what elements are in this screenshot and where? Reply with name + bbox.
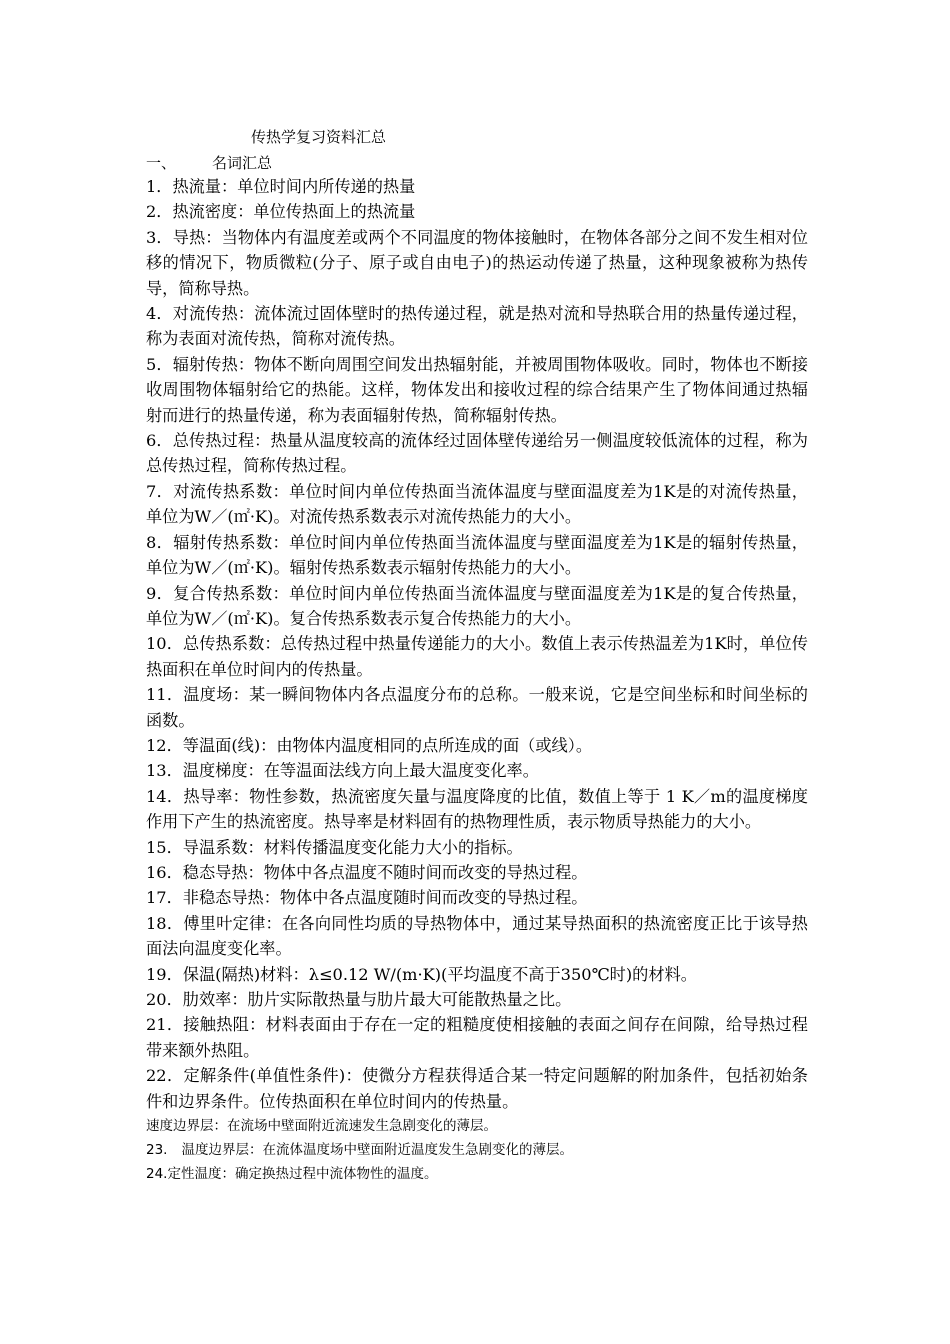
list-item: 4．对流传热：流体流过固体壁时的热传递过程，就是热对流和导热联合用的热量传递过程，称为表面对流传热，简称对流传热。 [146, 304, 808, 349]
document-body [146, 174, 808, 1186]
list-item: 18．傅里叶定律：在各向同性均质的导热物体中，通过某导热面积的热流密度正比于该导热面法向温度变化率。 [146, 913, 808, 959]
list-item: 15．导温系数：材料传播温度变化能力大小的指标。 [146, 837, 523, 857]
list-item: 9．复合传热系数：单位时间内单位传热面当流体温度与壁面温度差为1K是的复合传热量，单位为W／(㎡·K)。复合传热系数表示复合传热能力的大小。 [146, 583, 808, 628]
list-item: 3．导热：当物体内有温度差或两个不同温度的物体接触时，在物体各部分之间不发生相对位移的情况下，物质微粒(分子、原子或自由电子)的热运动传递了热量，这种现象被称为热传导，简称导热。 [146, 227, 808, 298]
list-item: 2．热流密度：单位传热面上的热流量 [146, 202, 416, 222]
item-text: 温度边界层：在流体温度场中壁面附近温度发生急剧变化的薄层。 [181, 1142, 573, 1159]
list-item [146, 1162, 808, 1186]
list-item: 13．温度梯度：在等温面法线方向上最大温度变化率。 [146, 761, 539, 781]
list-item: 12．等温面(线)：由物体内温度相同的点所连成的面（或线）。 [146, 735, 593, 755]
list-item: 20．肋效率：肋片实际散热量与肋片最大可能散热量之比。 [146, 990, 572, 1009]
section-title: 名词汇总 [212, 154, 273, 172]
list-item: 22．定解条件(单值性条件)：使微分方程获得适合某一特定问题解的附加条件，包括初始条件和边界条件。位传热面积在单位时间内的传热量。 [146, 1066, 808, 1111]
list-item: 6．总传热过程：热量从温度较高的流体经过固体壁传递给另一侧温度较低流体的过程，称为总传热过程，简称传热过程。 [146, 431, 808, 476]
list-item [146, 1138, 808, 1162]
item-text: 定性温度：确定换热过程中流体物性的温度。 [167, 1166, 438, 1183]
item-number: 24. [146, 1166, 168, 1183]
list-item: 16．稳态导热：物体中各点温度不随时间而改变的导热过程。 [146, 862, 588, 882]
list-item: 5．辐射传热：物体不断向周围空间发出热辐射能，并被周围物体吸收。同时，物体也不断接收周围物体辐射给它的热能。这样，物体发出和接收过程的综合结果产生了物体间通过热辐射而进行的热量传递，称为表面辐射传热，简称辐射传热。 [146, 354, 808, 425]
section-number: 一、 [146, 154, 177, 172]
document-title: 传热学复习资料汇总 [251, 128, 387, 146]
section-heading [146, 153, 272, 173]
list-item: 14．热导率：物性参数，热流密度矢量与温度降度的比值，数值上等于 1 K／m的温度梯度作用下产生的热流密度。热导率是材料固有的热物理性质，表示物质导热能力的大小。 [146, 786, 808, 832]
list-item: 17．非稳态导热：物体中各点温度随时间而改变的导热过程。 [146, 888, 588, 908]
list-item: 8．辐射传热系数：单位时间内单位传热面当流体温度与壁面温度差为1K是的辐射传热量，单位为W／(㎡·K)。辐射传热系数表示辐射传热能力的大小。 [146, 532, 808, 578]
list-item: 7．对流传热系数：单位时间内单位传热面当流体温度与壁面温度差为1K是的对流传热量，单位为W／(㎡·K)。对流传热系数表示对流传热能力的大小。 [146, 481, 808, 527]
list-item: 19．保温(隔热)材料：λ≤0.12 W/(m·K)(平均温度不高于350℃时)的材料。 [146, 964, 697, 984]
item-text: 速度边界层：在流场中壁面附近流速发生急剧变化的薄层。 [146, 1118, 497, 1135]
item-number: 23. [146, 1142, 168, 1159]
list-item: 11．温度场：某一瞬间物体内各点温度分布的总称。一般来说，它是空间坐标和时间坐标的函数。 [146, 685, 808, 730]
list-item: 21．接触热阻：材料表面由于存在一定的粗糙度使相接触的表面之间存在间隙，给导热过程带来额外热阻。 [146, 1015, 808, 1060]
list-item: 10．总传热系数：总传热过程中热量传递能力的大小。数值上表示传热温差为1K时，单位传热面积在单位时间内的传热量。 [146, 634, 808, 679]
list-item: 1．热流量：单位时间内所传递的热量 [146, 177, 416, 196]
list-item [146, 1114, 808, 1138]
